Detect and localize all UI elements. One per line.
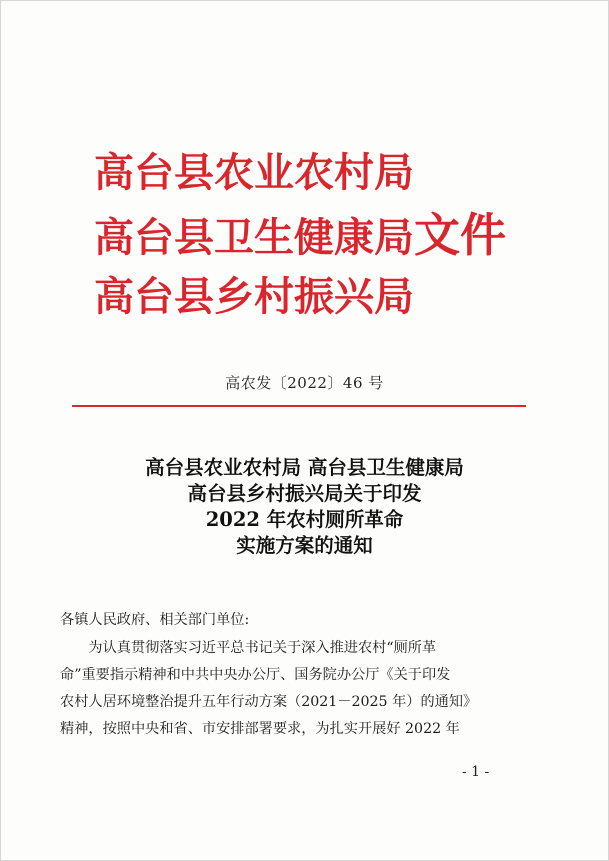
title-line: 实施方案的通知 bbox=[236, 534, 373, 557]
issuer-agriculture bbox=[94, 150, 554, 212]
issuer-rural-revitalization bbox=[94, 274, 554, 336]
red-divider-line bbox=[72, 405, 526, 407]
issuer-name: 高台县乡村振兴局 bbox=[94, 273, 414, 320]
document-number: 高农发〔2022〕46 号 bbox=[225, 374, 384, 392]
paragraph-line: 农村人居环境整治提升五年行动方案（2021－2025 年）的通知》 bbox=[60, 694, 478, 710]
document-body bbox=[60, 605, 530, 743]
document-word: 文件 bbox=[414, 208, 506, 262]
page-number: - 1 - bbox=[462, 764, 490, 780]
title-line: 高台县农业农村局 高台县卫生健康局 bbox=[145, 456, 464, 479]
issuer-health bbox=[94, 208, 554, 274]
issuer-name: 高台县农业农村局 bbox=[94, 149, 414, 196]
issuer-header bbox=[94, 150, 554, 336]
document-title bbox=[0, 455, 609, 559]
issuer-name: 高台县卫生健康局 bbox=[94, 214, 414, 261]
paragraph-line: 精神，按照中央和省、市安排部署要求，为扎实开展好 2022 年 bbox=[60, 721, 460, 737]
title-line: 高台县乡村振兴局关于印发 bbox=[187, 482, 422, 505]
paragraph-line: 为认真贯彻落实习近平总书记关于深入推进农村“厕所革 bbox=[88, 640, 437, 656]
title-line: 2022 年农村厕所革命 bbox=[205, 508, 404, 531]
salutation: 各镇人民政府、相关部门单位: bbox=[60, 612, 250, 628]
paragraph-line: 命”重要指示精神和中共中央办公厅、国务院办公厅《关于印发 bbox=[60, 667, 451, 683]
